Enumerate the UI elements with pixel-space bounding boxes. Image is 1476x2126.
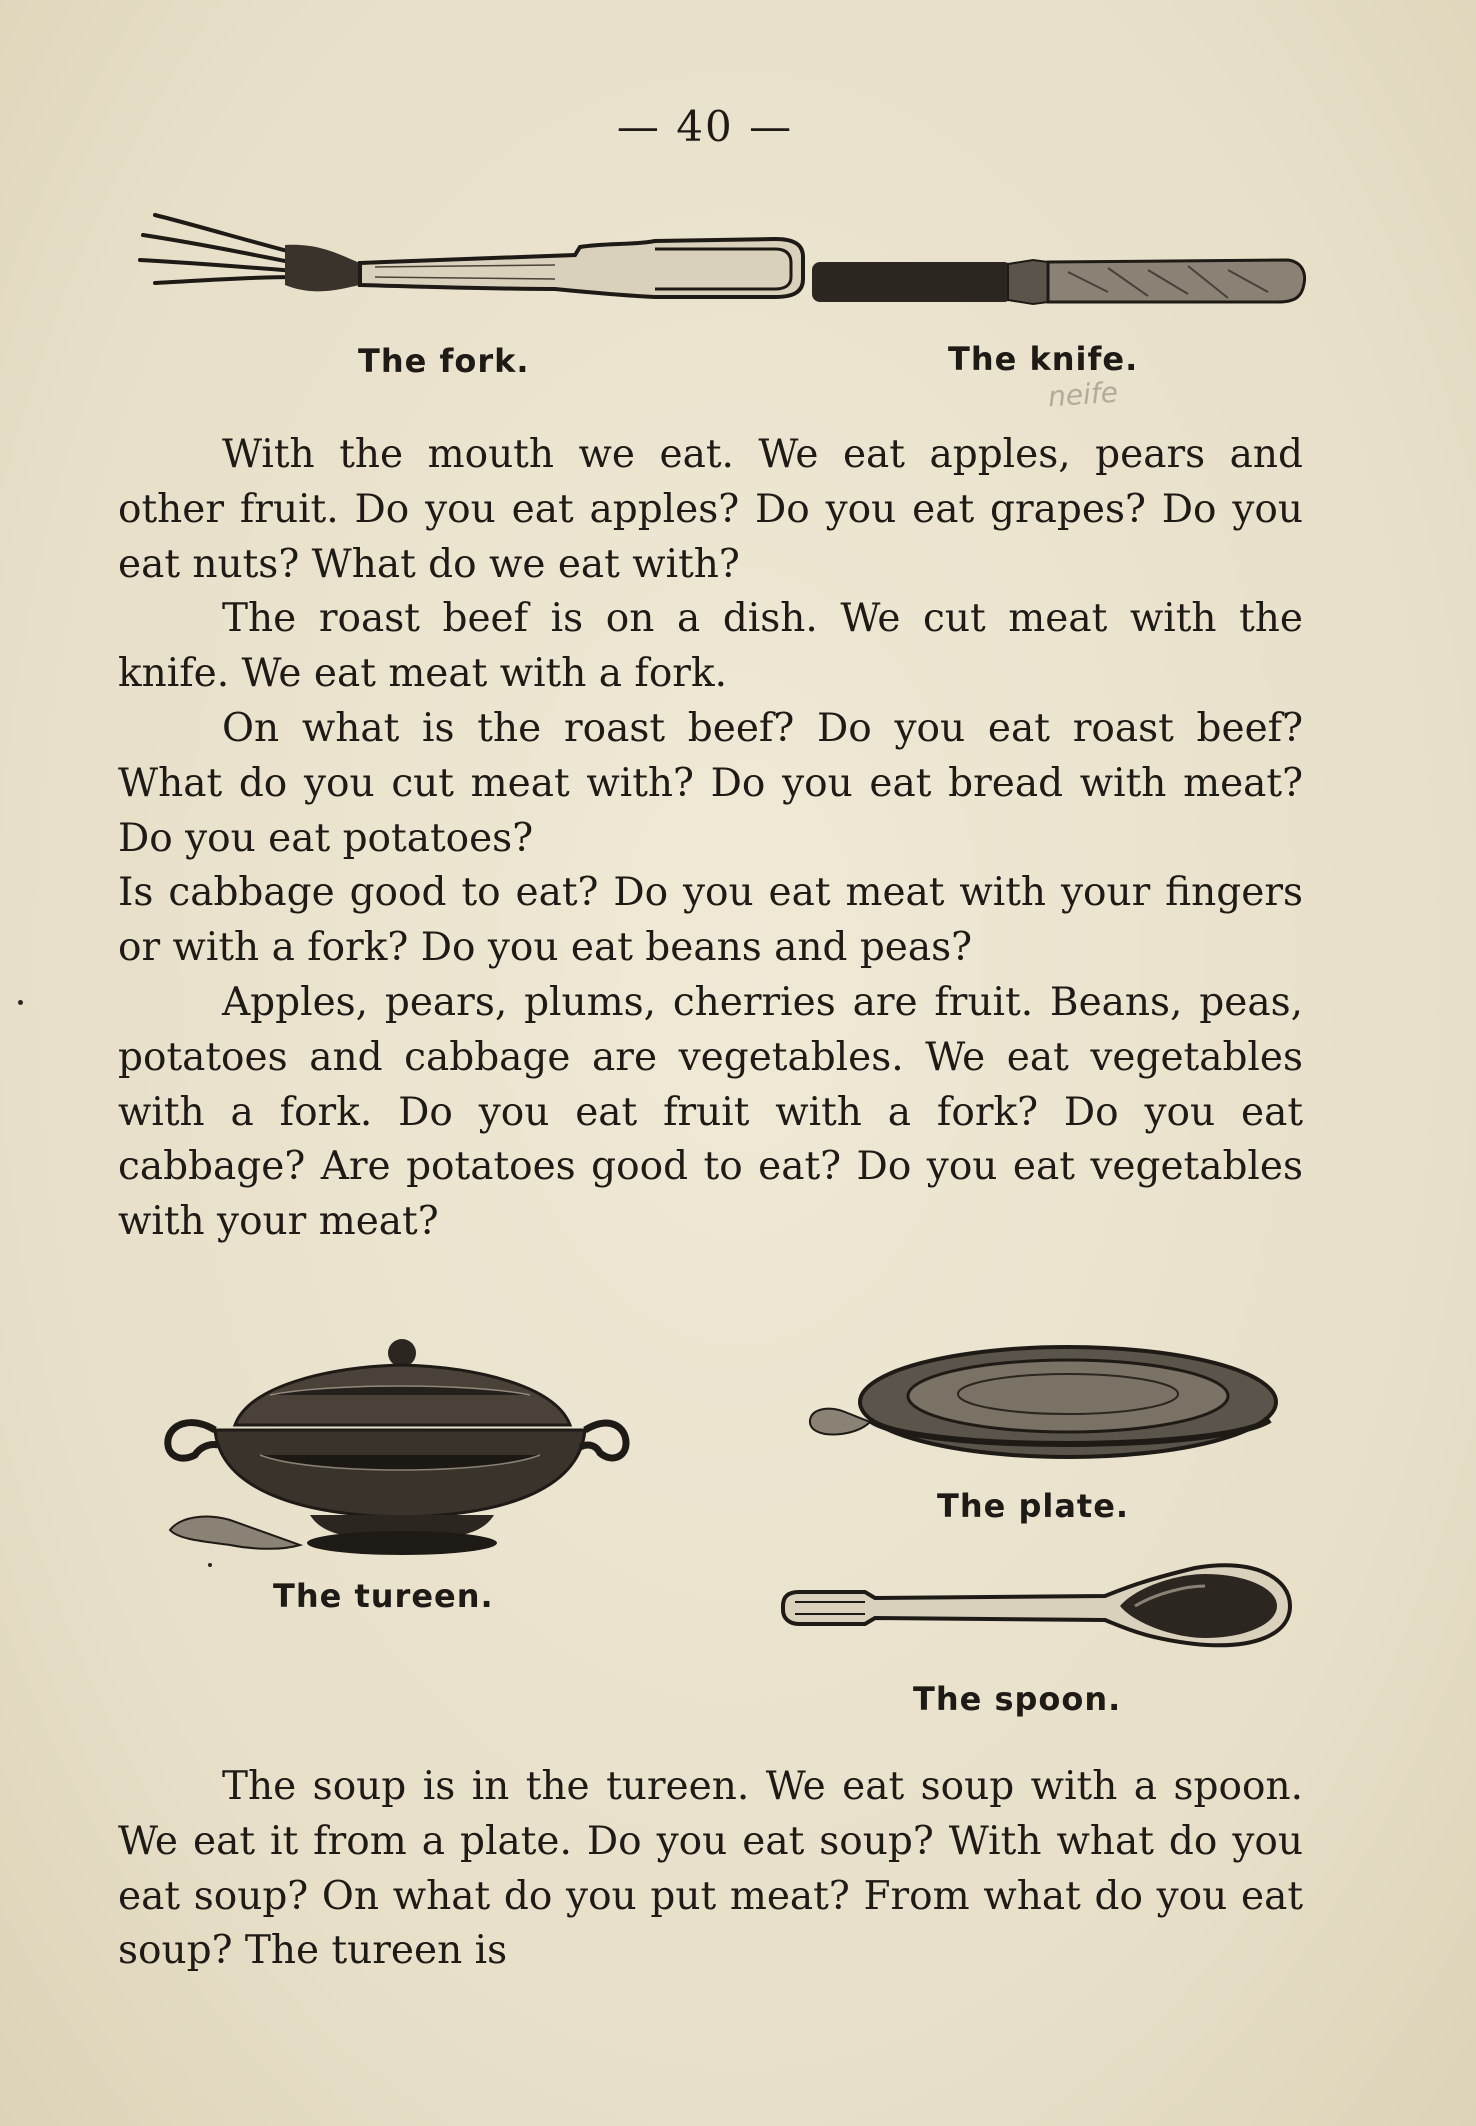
paragraph-6: The soup is in the tureen. We eat soup with a spoon. We eat it from a plate. Do you eat soup? With what do you eat soup? On what do you put meat? From what do you eat soup? The tureen is — [118, 1764, 1303, 1974]
paragraph-4: Is cabbage good to eat? Do you eat meat with your fingers or with a fork? Do you eat beans and peas? — [118, 870, 1303, 971]
text-block-bottom — [118, 1760, 1303, 1979]
spoon-illustration — [775, 1558, 1295, 1658]
paragraph-1: With the mouth we eat. We eat apples, pears and other fruit. Do you eat apples? Do you eat grapes? Do you eat nuts? What do we eat with? — [118, 432, 1303, 587]
knife-illustration — [808, 252, 1308, 312]
spoon-caption: The spoon. — [913, 1680, 1122, 1718]
tureen-illustration — [160, 1335, 630, 1565]
text-block-main — [118, 428, 1303, 1250]
plate-illustration — [800, 1340, 1280, 1465]
knife-caption: The knife. — [948, 340, 1139, 378]
plate-caption: The plate. — [937, 1487, 1130, 1525]
paragraph-5: Apples, pears, plums, cherries are fruit. Beans, peas, potatoes and cabbage are vegetables. We eat vegetables with a fork. Do you eat fruit with a fork? Do you eat cabbage? Are potatoes good to eat? Do you eat vegetables with your meat? — [118, 979, 1303, 1245]
page-number: — 40 — — [616, 102, 794, 151]
paragraph-3: On what is the roast beef? Do you eat roast beef? What do you cut meat with? Do you eat bread with meat? Do you eat potatoes? — [118, 705, 1303, 861]
handwritten-note: neife — [1046, 375, 1119, 414]
tureen-caption: The tureen. — [273, 1577, 494, 1615]
fork-illustration — [135, 205, 805, 315]
ink-speck — [208, 1563, 212, 1567]
ink-speck — [18, 1000, 23, 1005]
paragraph-2: The roast beef is on a dish. We cut meat with the knife. We eat meat with a fork. — [118, 596, 1303, 697]
fork-caption: The fork. — [358, 342, 530, 380]
